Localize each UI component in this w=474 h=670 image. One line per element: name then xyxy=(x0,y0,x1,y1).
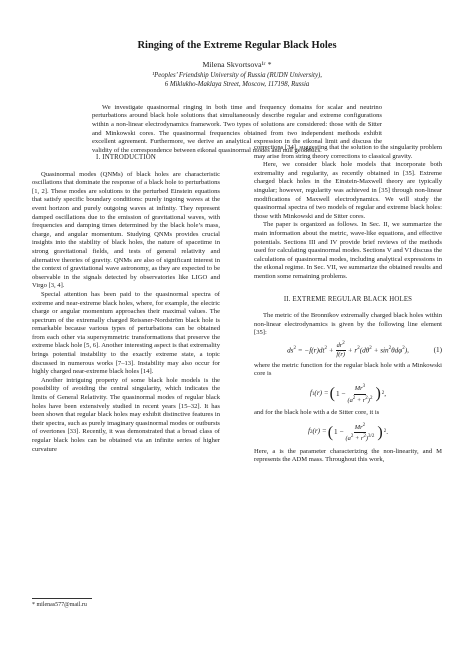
equation-1-number: (1) xyxy=(433,345,442,354)
left-column xyxy=(32,150,220,454)
right-paragraph-2: Here, we consider black hole models that incorporate both extremality and regularity, as recently obtained in [35]. Extreme charged black holes in the Einstein-Maxwell theory are typically singular; however, regularity was achieved in [35] through non-linear modifications of Maxwell electrodynamics. We will study the quasinormal spectra of two models of regular and extreme black holes: those with Minkowski and de Sitter cores. xyxy=(254,161,442,220)
affiliation xyxy=(0,71,474,89)
section-heading-extreme-regular: II. EXTREME REGULAR BLACK HOLES xyxy=(283,295,413,303)
equation-1: $ds^2 = -f(r)dt^2$ + $\frac{dr^2}{f(r)}$ + $r^2(d\theta^2 + \sin^2\theta d\varphi^2)$, (1) xyxy=(287,341,442,359)
affiliation-line-2: 6 Miklukho-Maklaya Street, Moscow, 117198, Russia xyxy=(164,81,310,88)
where-paragraph: where the metric function for the regular black hole with a Minkowski core is xyxy=(254,361,442,378)
right-paragraph-3: The paper is organized as follows. In Sec. II, we summarize the main information about the metric, wave-like equations, and effective potentials. Sections III and IV provide brief reviews of the methods used for calculating quasinormal modes. Sections V and VI discuss the calculations of quasinormal modes, including analytical expressions in the eikonal regime. In Sec. VII, we summarize the obtained results and mention some remaining problems. xyxy=(254,221,442,280)
equation-f2: f2(r) = ( 1 − $\frac{Mr^2}{(a^2 + r^2)^{3/2}}$ ) 2 . xyxy=(307,423,389,443)
abstract: We investigate quasinormal ringing in both time and frequency domains for scalar and neutrino perturbations around black hole solutions that simultaneously describe regular and extreme configurations within a non-linear electrodynamics framework. Two types of solutions are considered: those with de Sitter and Minkowski cores. The quasinormal frequencies obtained from two independent methods exhibit excellent agreement. Furthermore, we derive an analytical expression in the eikonal limit and discuss the validity of the correspondence between eikonal quasinormal modes and null geodesics. xyxy=(92,103,382,155)
intro-paragraph-1: Quasinormal modes (QNMs) of black holes are characteristic oscillations that dominate the response of a black hole to perturbations [1, 2]. These modes are solutions to the perturbed Einstein equations that satisfy specific boundary conditions: purely ingoing waves at the event horizon and purely outgoing waves at infinity. They represent damped oscillations due to the emission of gravitational waves, with frequencies and damping times determined by the black hole’s mass, charge, and angular momentum. Studying QNMs provides crucial insights into the stability of black holes, the nature of spacetime in strong gravitational fields, and tests of general relativity and alternative theories of gravity. QNMs are also of significant interest in the context of gravitational wave astronomy, as they are expected to be observable in the signals detected by observatories like LIGO and Virgo [3, 4]. xyxy=(32,170,220,290)
intro-paragraph-2: Special attention has been paid to the quasinormal spectra of extreme and near-extreme black holes, where, for example, the electric charge or angular momentum approaches their maximal values. The spectrum of the extremally charged Reissner-Nordström black hole is remarkable because various types of perturbations can be obtained from each other via supersymmetric transformations that preserve the extreme black hole [5, 6]. Another interesting aspect is that extremality brings potential instability to the exactly extreme state, a topic discussed in numerous works [7–13]. Instability may also occur for highly charged near-extreme black holes [14]. xyxy=(32,290,220,376)
right-column xyxy=(254,144,442,465)
affiliation-line-1: ¹Peoples’ Friendship University of Russia (RUDN University), xyxy=(152,72,322,79)
parameter-paragraph: Here, a is the parameter characterizing the non-linearity, and M represents the ADM mass. Throughout this work, xyxy=(254,447,442,464)
de-sitter-paragraph: and for the black hole with a de Sitter core, it is xyxy=(254,409,380,417)
footnote-rule xyxy=(32,598,92,599)
right-paragraph-1: corrections [34], suggesting that the solution to the singularity problem may arise from string theory corrections to classical gravity. xyxy=(254,144,442,160)
paper-title: Ringing of the Extreme Regular Black Holes xyxy=(137,40,337,51)
intro-paragraph-3: Another intriguing property of some black hole models is the possibility of avoiding the central singularity, which indicates the limits of General Relativity. The quasinormal modes of regular black holes have been extensively studied in recent years [15–32]. It has been shown that regular black holes may exhibit distinctive features in their spectra, such as purely imaginary quasinormal modes or outbursts of overtones [33]. Recently, it was demonstrated that a broad class of regular black holes can be obtained via an infinite series of higher curvature xyxy=(32,376,220,453)
equation-f1: f1(r) = ( 1 − $\frac{Mr^3}{(a^2 + r^2)^2}$ ) 2 , xyxy=(309,384,387,404)
footnote-email: * milenas577@mail.ru xyxy=(32,602,87,608)
section-heading-introduction: I. INTRODUCTION xyxy=(95,154,156,161)
author-name: Milena Skvortsova¹ʳ * xyxy=(202,60,272,69)
metric-paragraph: The metric of the Bronnikov extremally charged black holes within non-linear electrodynamics is given by the following line element [35]: xyxy=(254,312,442,337)
